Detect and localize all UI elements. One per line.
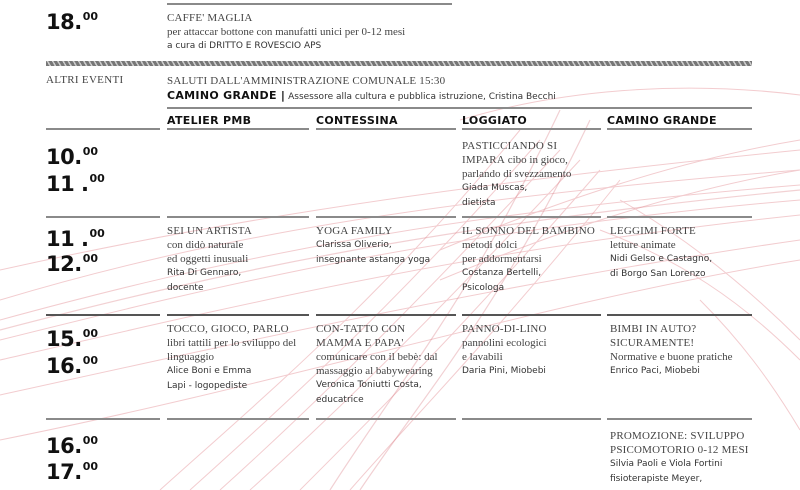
divider [46,216,160,218]
event-credit: a cura di DRITTO E ROVESCIO APS [167,41,322,51]
divider [607,216,752,218]
event-con-tatto: CON-TATTO CON MAMMA E PAPA' comunicare con il bebè: dal massaggio al babywearing Veronica Toniutti Costa, educatrice [316,323,438,405]
event-desc: per attaccar bottone con manufatti unici per 0-12 mesi [167,26,406,38]
divider [607,128,752,130]
event-il-sonno-del-bambino: IL SONNO DEL BAMBINO metodi dolci per addormentarsi Costanza Bertelli, Psicologa [462,225,596,293]
event-sei-un-artista: SEI UN ARTISTA con didò naturale ed oggetti inusuali Rita Di Gennaro, docente [167,225,252,293]
divider [167,216,309,218]
event-yoga-family: YOGA FAMILY Clarissa Oliverio, insegnante astanga yoga [316,225,431,265]
event-panno-di-lino: PANNO-DI-LINO pannolini ecologici e lavabili Daria Pini, Miobebi [462,323,547,376]
event-bimbi-in-auto: BIMBI IN AUTO? SICURAMENTE! Normative e buone pratiche Enrico Paci, Miobebi [610,323,733,376]
divider [316,314,456,316]
time-end: 12.00 [46,252,99,276]
divider [167,314,309,316]
column-header-contessina: CONTESSINA [316,114,398,127]
time-end: 16.00 [46,354,99,378]
event-pasticciando: PASTICCIANDO SI IMPARA cibo in gioco, parlando di svezzamento Giada Muscas, dietista [462,140,572,208]
divider [462,418,601,420]
divider [607,418,752,420]
event-title: CAFFE' MAGLIA [167,12,253,24]
event-leggimi-forte: LEGGIMI FORTE letture animate Nidi Gelso e Castagno, di Borgo San Lorenzo [610,225,713,279]
divider [167,418,309,420]
altri-eventi-label: ALTRI EVENTI [46,74,124,86]
divider [316,216,456,218]
divider [46,418,160,420]
column-header-loggiato: LOGGIATO [462,114,528,127]
saluti-location: CAMINO GRANDE | [167,89,286,102]
divider [167,107,752,109]
saluti-title: SALUTI DALL'AMMINISTRAZIONE COMUNALE 15:30 [167,75,446,87]
time-end: 17.00 [46,460,99,484]
divider [46,128,160,130]
divider [462,216,601,218]
divider [316,418,456,420]
divider [462,128,601,130]
time-start: 11 .$^{00}$ [46,227,105,251]
divider [46,314,160,316]
divider [316,128,456,130]
time-start: 18.00 [46,10,99,34]
saluti-event [167,74,556,105]
saluti-location-line [167,88,556,105]
event-tocco-gioco-parlo: TOCCO, GIOCO, PARLO libri tattili per lo sviluppo del linguaggio Alice Boni e Emma Lapi - logopediste [167,323,297,391]
time-start: 15.00 [46,327,99,351]
column-header-atelier-pmb: ATELIER PMB [167,114,252,127]
time-start: 16.00 [46,434,99,458]
divider [607,314,752,316]
divider [462,314,601,316]
time-start: 10.00 [46,145,99,169]
event-promozione-sviluppo: PROMOZIONE: SVILUPPO PSICOMOTORIO 0-12 MESI Silvia Paoli e Viola Fortini fisioterapiste Meyer, [610,430,749,484]
time-end: 11 .$^{00}$ [46,172,105,196]
column-header-camino-grande: CAMINO GRANDE [607,114,717,127]
divider [167,128,309,130]
top-event [167,11,405,54]
divider [167,3,452,5]
saluti-detail: Assessore alla cultura e pubblica istruzione, Cristina Becchi [288,92,556,102]
section-divider [46,61,752,66]
